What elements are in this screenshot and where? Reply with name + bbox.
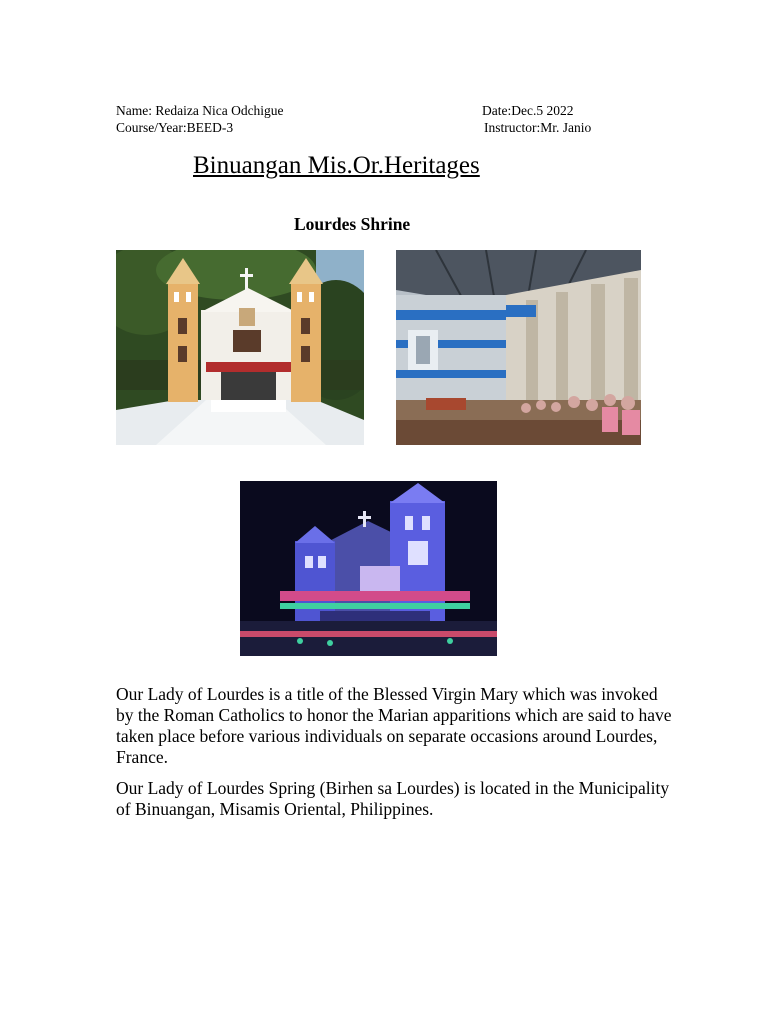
section-title: Lourdes Shrine [294, 214, 411, 234]
paragraph-location: Our Lady of Lourdes Spring (Birhen sa Lourdes) is located in the Municipality of Binuangan, Misamis Oriental, Philippines. [116, 778, 670, 819]
paragraph-lourdes-title: Our Lady of Lourdes is a title of the Blessed Virgin Mary which was invoked by the Roman Catholics to honor the Marian apparitions which are said to have taken place before various individuals on separate occasions around Lourdes, France. [116, 684, 672, 767]
course-year: Course/Year:BEED-3 [116, 120, 234, 135]
date: Date:Dec.5 2022 [482, 103, 574, 118]
page-title: Binuangan Mis.Or.Heritages [193, 152, 480, 179]
student-name: Name: Redaiza Nica Odchigue [116, 103, 284, 118]
instructor: Instructor:Mr. Janio [484, 120, 592, 135]
church-interior-photo [396, 250, 641, 445]
church-night-photo [240, 481, 497, 656]
church-exterior-photo [116, 250, 364, 445]
